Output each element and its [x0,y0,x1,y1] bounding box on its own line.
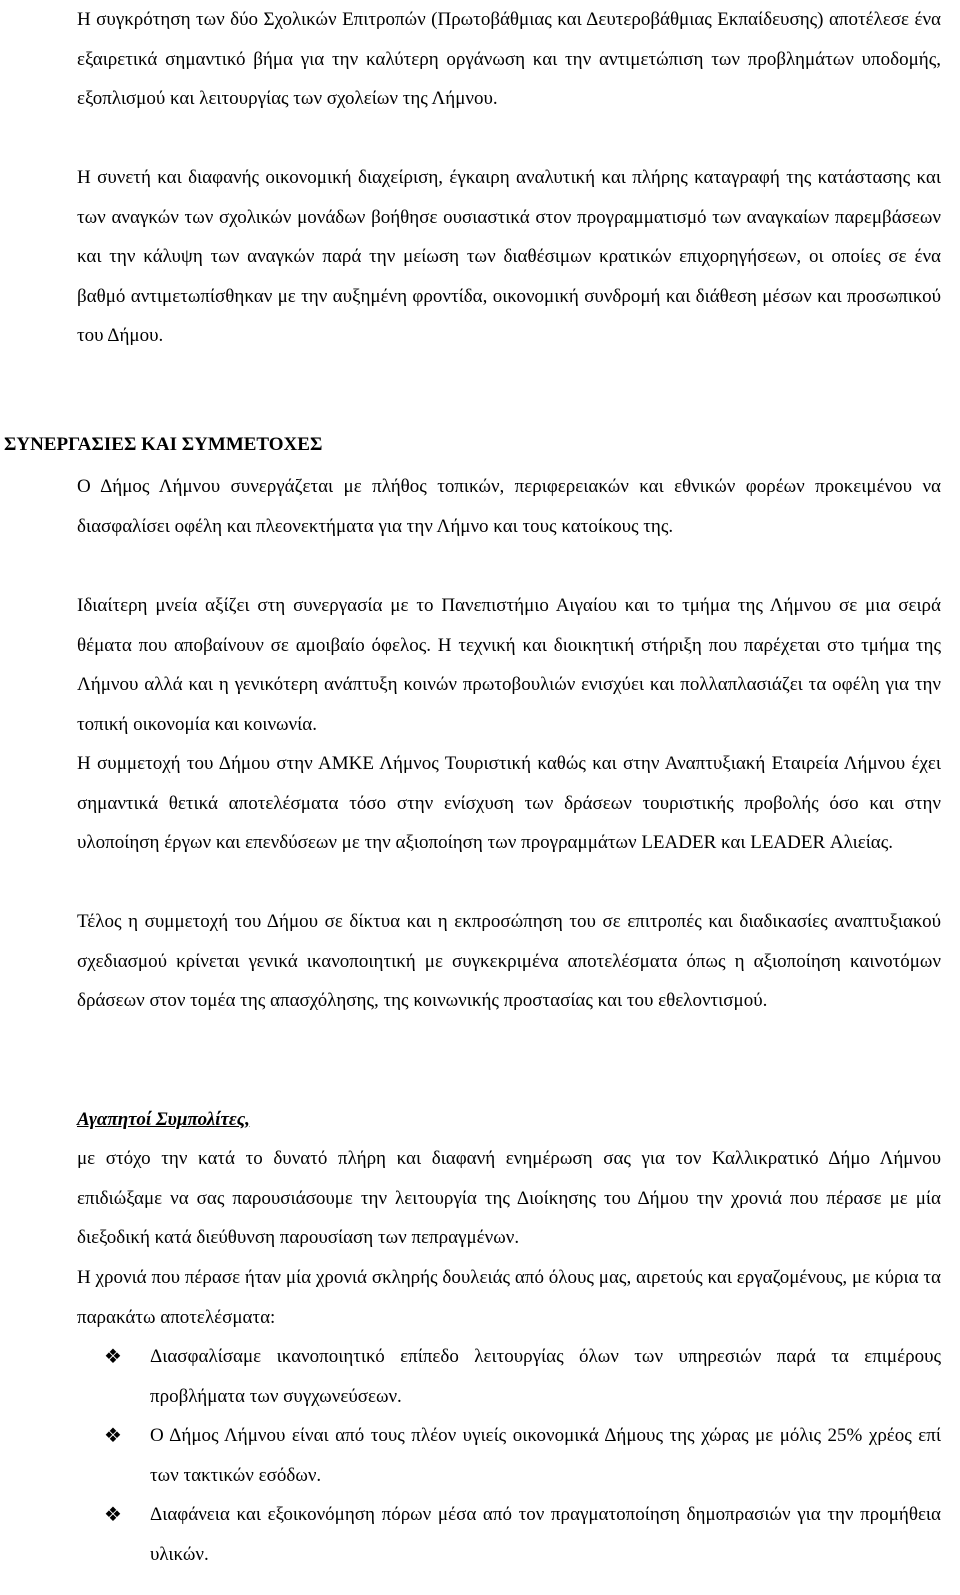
paragraph-school-committees: Η συγκρότηση των δύο Σχολικών Επιτροπών (Πρωτοβάθμιας και Δευτεροβάθμιας Εκπαίδευσης) αποτέλεσε ένα εξαιρετικά σημαντικό βήμα για την καλύτερη οργάνωση και την αντιμετώπιση των προβλημάτων υποδομής, εξοπλισμού και λειτουργίας των σχολείων της Λήμνου. [77,9,941,109]
paragraph-financial-management: Η συνετή και διαφανής οικονομική διαχείριση, έγκαιρη αναλυτική και πλήρης καταγραφή της κατάστασης και των αναγκών των σχολικών μονάδων βοήθησε ουσιαστικά στον προγραμματισμό των αναγκαίων παρεμβάσεων και την κάλυψη των αναγκών παρά την μείωση των διαθέσιμων κρατικών επιχορηγήσεων, οι οποίες σε ένα βαθμό αντιμετωπίσθηκαν με την αυξημένη φροντίδα, οικονομική συνδρομή και διάθεση μέσων και προσωπικού του Δήμου. [77,167,941,346]
bullet-item: Ο Δήμος Λήμνου είναι από τους πλέον υγιείς οικονομικά Δήμους της χώρας με μόλις 25% χρέος επί των τακτικών εσόδων. [150,1425,941,1486]
salutation: Αγαπητοί Συμπολίτες, [77,1109,250,1130]
section-heading: ΣΥΝΕΡΓΑΣΙΕΣ ΚΑΙ ΣΥΜΜΕΤΟΧΕΣ [4,434,323,455]
bullet-diamond-icon: ❖ [104,1504,122,1526]
bullet-item: Διασφαλίσαμε ικανοποιητικό επίπεδο λειτουργίας όλων των υπηρεσιών παρά τα επιμέρους προβλήματα των συγχωνεύσεων. [150,1346,941,1407]
paragraph-results: Η χρονιά που πέρασε ήταν μία χρονιά σκληρής δουλειάς από όλους μας, αιρετούς και εργαζομένους, με κύρια τα παρακάτω αποτελέσματα: [77,1267,941,1328]
paragraph-participation: Η συμμετοχή του Δήμου στην ΑΜΚΕ Λήμνος Τουριστική καθώς και στην Αναπτυξιακή Εταιρεία Λήμνου έχει σημαντικά θετικά αποτελέσματα τόσο στην ενίσχυση των δράσεων τουριστικής προβολής όσο και στην υλοποίηση έργων και επενδύσεων με την αξιοποίηση των προγραμμάτων LEADER και LEADER Αλιείας. [77,753,941,853]
paragraph-networks: Τέλος η συμμετοχή του Δήμου σε δίκτυα και η εκπροσώπηση του σε επιτροπές και διαδικασίες αναπτυξιακού σχεδιασμού κρίνεται γενικά ικανοποιητική με συγκεκριμένα αποτελέσματα όπως η αξιοποίηση καινοτόμων δράσεων στον τομέα της απασχόλησης, της κοινωνικής προστασίας και του εθελοντισμού. [77,911,941,1011]
paragraph-university: Ιδιαίτερη μνεία αξίζει στη συνεργασία με το Πανεπιστήμιο Αιγαίου και το τμήμα της Λήμνου σε μια σειρά θέματα που αποβαίνουν σε αμοιβαίο όφελος. Η τεχνική και διοικητική στήριξη που παρέχεται στο τμήμα της Λήμνου αλλά και η γενικότερη ανάπτυξη κοινών πρωτοβουλιών ενισχύει και πολλαπλασιάζει τα οφέλη για την τοπική οικονομία και κοινωνία. [77,595,941,735]
paragraph-cooperations: Ο Δήμος Λήμνου συνεργάζεται με πλήθος τοπικών, περιφερειακών και εθνικών φορέων προκειμένου να διασφαλίσει οφέλη και πλεονεκτήματα για την Λήμνο και τους κατοίκους της. [77,476,941,537]
bullet-item: Διαφάνεια και εξοικονόμηση πόρων μέσα από τον πραγματοποίηση δημοπρασιών για την προμήθεια υλικών. [150,1504,941,1565]
paragraph-intro: με στόχο την κατά το δυνατό πλήρη και διαφανή ενημέρωση σας για τον Καλλικρατικό Δήμο Λήμνου επιδιώξαμε να σας παρουσιάσουμε την λειτουργία της Διοίκησης του Δήμου την χρονιά που πέρασε με μία διεξοδική κατά διεύθυνση παρουσίαση των πεπραγμένων. [77,1148,941,1248]
bullet-diamond-icon: ❖ [104,1425,122,1447]
bullet-diamond-icon: ❖ [104,1346,122,1368]
